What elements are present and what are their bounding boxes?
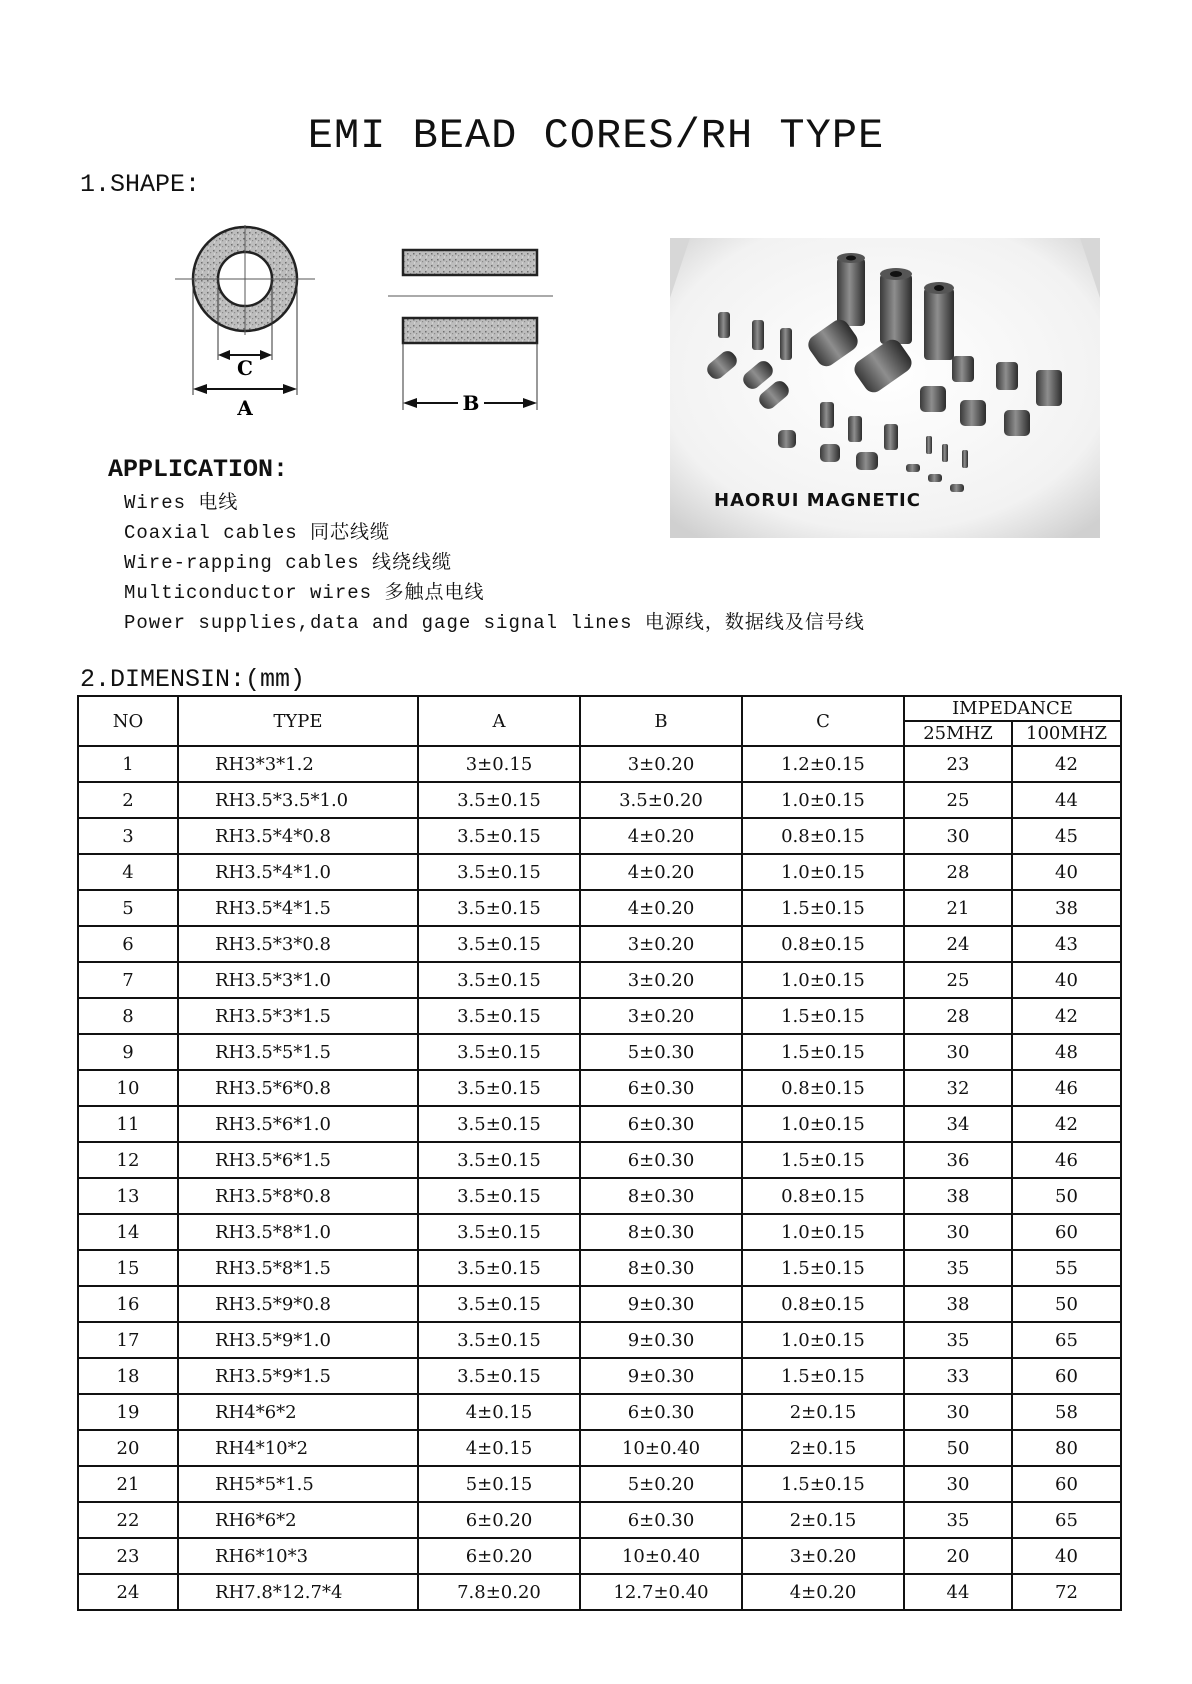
cell-b: 4±0.20 — [580, 854, 742, 890]
cell-b: 6±0.30 — [580, 1142, 742, 1178]
cell-a: 3.5±0.15 — [418, 782, 580, 818]
cell-c: 0.8±0.15 — [742, 926, 904, 962]
cell-impedance-100mhz: 42 — [1012, 746, 1121, 782]
dim-label-c: C — [237, 356, 253, 380]
cell-no: 20 — [78, 1430, 178, 1466]
cell-a: 3.5±0.15 — [418, 818, 580, 854]
cell-type: RH3.5*8*1.0 — [178, 1214, 418, 1250]
cell-a: 3.5±0.15 — [418, 962, 580, 998]
cell-no: 17 — [78, 1322, 178, 1358]
side-section-view-drawing — [388, 240, 553, 430]
cell-impedance-100mhz: 58 — [1012, 1394, 1121, 1430]
dim-label-b: B — [462, 391, 480, 415]
cell-impedance-25mhz: 30 — [904, 1394, 1012, 1430]
col-header-100mhz: 100MHZ — [1012, 721, 1121, 746]
cell-a: 5±0.15 — [418, 1466, 580, 1502]
cell-type: RH3.5*8*0.8 — [178, 1178, 418, 1214]
cell-c: 1.5±0.15 — [742, 1466, 904, 1502]
cell-impedance-100mhz: 40 — [1012, 854, 1121, 890]
table-row — [78, 1214, 1121, 1250]
cell-no: 19 — [78, 1394, 178, 1430]
table-row — [78, 1466, 1121, 1502]
cell-b: 10±0.40 — [580, 1538, 742, 1574]
cell-c: 3±0.20 — [742, 1538, 904, 1574]
cell-no: 24 — [78, 1574, 178, 1610]
cell-type: RH4*10*2 — [178, 1430, 418, 1466]
cell-b: 3±0.20 — [580, 962, 742, 998]
cell-type: RH6*10*3 — [178, 1538, 418, 1574]
cell-impedance-100mhz: 42 — [1012, 1106, 1121, 1142]
cell-type: RH3.5*4*1.0 — [178, 854, 418, 890]
cell-impedance-25mhz: 28 — [904, 854, 1012, 890]
side-wall-top — [403, 250, 537, 275]
cell-impedance-25mhz: 28 — [904, 998, 1012, 1034]
table-row — [78, 854, 1121, 890]
cell-impedance-25mhz: 44 — [904, 1574, 1012, 1610]
cell-b: 3±0.20 — [580, 998, 742, 1034]
col-header-c: C — [742, 696, 904, 746]
application-item: Coaxial cables 同芯线缆 — [124, 522, 391, 544]
cell-b: 6±0.30 — [580, 1394, 742, 1430]
dimension-table — [77, 695, 1122, 1611]
ring-front-view-drawing — [170, 225, 320, 435]
cell-impedance-100mhz: 60 — [1012, 1214, 1121, 1250]
cell-no: 18 — [78, 1358, 178, 1394]
cell-impedance-25mhz: 50 — [904, 1430, 1012, 1466]
table-row — [78, 1034, 1121, 1070]
table-row — [78, 1106, 1121, 1142]
col-header-a: A — [418, 696, 580, 746]
cell-a: 3.5±0.15 — [418, 1358, 580, 1394]
cell-a: 4±0.15 — [418, 1430, 580, 1466]
cell-a: 6±0.20 — [418, 1502, 580, 1538]
cell-c: 1.5±0.15 — [742, 998, 904, 1034]
cell-type: RH3*3*1.2 — [178, 746, 418, 782]
cell-impedance-25mhz: 30 — [904, 818, 1012, 854]
cell-a: 3±0.15 — [418, 746, 580, 782]
table-row — [78, 1250, 1121, 1286]
cell-c: 1.0±0.15 — [742, 782, 904, 818]
cell-b: 3±0.20 — [580, 926, 742, 962]
cell-b: 4±0.20 — [580, 890, 742, 926]
cell-c: 1.0±0.15 — [742, 1322, 904, 1358]
cell-no: 22 — [78, 1502, 178, 1538]
cell-c: 1.0±0.15 — [742, 854, 904, 890]
table-row — [78, 1358, 1121, 1394]
cell-c: 4±0.20 — [742, 1574, 904, 1610]
table-row — [78, 890, 1121, 926]
table-row — [78, 998, 1121, 1034]
cell-c: 1.5±0.15 — [742, 890, 904, 926]
cell-no: 12 — [78, 1142, 178, 1178]
cell-c: 1.2±0.15 — [742, 746, 904, 782]
col-header-no: NO — [78, 696, 178, 746]
cell-c: 2±0.15 — [742, 1394, 904, 1430]
cell-no: 23 — [78, 1538, 178, 1574]
cell-impedance-25mhz: 38 — [904, 1178, 1012, 1214]
cell-impedance-25mhz: 35 — [904, 1250, 1012, 1286]
cell-b: 9±0.30 — [580, 1286, 742, 1322]
col-header-25mhz: 25MHZ — [904, 721, 1012, 746]
cell-b: 6±0.30 — [580, 1502, 742, 1538]
page-title: EMI BEAD CORES/RH TYPE — [307, 112, 885, 160]
cell-a: 3.5±0.15 — [418, 926, 580, 962]
cell-no: 2 — [78, 782, 178, 818]
cell-impedance-25mhz: 36 — [904, 1142, 1012, 1178]
table-row — [78, 926, 1121, 962]
cell-no: 6 — [78, 926, 178, 962]
cell-no: 3 — [78, 818, 178, 854]
cell-b: 12.7±0.40 — [580, 1574, 742, 1610]
cell-type: RH3.5*6*1.5 — [178, 1142, 418, 1178]
cell-type: RH4*6*2 — [178, 1394, 418, 1430]
cell-b: 9±0.30 — [580, 1358, 742, 1394]
cell-no: 5 — [78, 890, 178, 926]
cell-impedance-100mhz: 44 — [1012, 782, 1121, 818]
col-header-b: B — [580, 696, 742, 746]
cell-impedance-25mhz: 25 — [904, 782, 1012, 818]
cell-impedance-25mhz: 20 — [904, 1538, 1012, 1574]
cell-impedance-25mhz: 23 — [904, 746, 1012, 782]
cell-impedance-100mhz: 50 — [1012, 1286, 1121, 1322]
cell-no: 15 — [78, 1250, 178, 1286]
col-header-impedance: IMPEDANCE — [904, 696, 1121, 721]
cell-a: 3.5±0.15 — [418, 854, 580, 890]
application-item: Wire-rapping cables 线绕线缆 — [124, 552, 453, 574]
cell-c: 2±0.15 — [742, 1430, 904, 1466]
table-row — [78, 1538, 1121, 1574]
cell-type: RH3.5*3.5*1.0 — [178, 782, 418, 818]
cell-impedance-25mhz: 30 — [904, 1466, 1012, 1502]
cell-no: 16 — [78, 1286, 178, 1322]
cell-impedance-100mhz: 42 — [1012, 998, 1121, 1034]
cell-c: 0.8±0.15 — [742, 818, 904, 854]
photo-caption: HAORUI MAGNETIC — [714, 490, 921, 511]
cell-c: 1.5±0.15 — [742, 1358, 904, 1394]
cell-a: 3.5±0.15 — [418, 1286, 580, 1322]
dimension-heading: 2.DIMENSIN:(mm) — [80, 665, 306, 694]
cell-b: 3.5±0.20 — [580, 782, 742, 818]
cell-c: 0.8±0.15 — [742, 1178, 904, 1214]
cell-impedance-25mhz: 30 — [904, 1214, 1012, 1250]
dim-label-a: A — [237, 396, 253, 420]
application-heading: APPLICATION: — [108, 455, 289, 484]
cell-impedance-100mhz: 45 — [1012, 818, 1121, 854]
cell-b: 10±0.40 — [580, 1430, 742, 1466]
cell-no: 21 — [78, 1466, 178, 1502]
cell-impedance-100mhz: 40 — [1012, 962, 1121, 998]
cell-c: 1.0±0.15 — [742, 962, 904, 998]
cell-a: 3.5±0.15 — [418, 890, 580, 926]
cell-type: RH3.5*8*1.5 — [178, 1250, 418, 1286]
cell-a: 3.5±0.15 — [418, 1070, 580, 1106]
table-row — [78, 1070, 1121, 1106]
table-row — [78, 1178, 1121, 1214]
cell-b: 9±0.30 — [580, 1322, 742, 1358]
cell-type: RH3.5*5*1.5 — [178, 1034, 418, 1070]
cell-c: 0.8±0.15 — [742, 1286, 904, 1322]
cell-type: RH3.5*9*1.0 — [178, 1322, 418, 1358]
table-row — [78, 818, 1121, 854]
cell-impedance-100mhz: 38 — [1012, 890, 1121, 926]
cell-type: RH7.8*12.7*4 — [178, 1574, 418, 1610]
cell-a: 6±0.20 — [418, 1538, 580, 1574]
cell-b: 4±0.20 — [580, 818, 742, 854]
table-row — [78, 1394, 1121, 1430]
cell-a: 3.5±0.15 — [418, 1214, 580, 1250]
cell-a: 3.5±0.15 — [418, 1034, 580, 1070]
cell-type: RH3.5*6*0.8 — [178, 1070, 418, 1106]
cell-impedance-25mhz: 38 — [904, 1286, 1012, 1322]
cell-type: RH6*6*2 — [178, 1502, 418, 1538]
cell-type: RH3.5*3*1.0 — [178, 962, 418, 998]
cell-impedance-25mhz: 21 — [904, 890, 1012, 926]
cell-a: 3.5±0.15 — [418, 1142, 580, 1178]
cell-b: 8±0.30 — [580, 1214, 742, 1250]
table-row — [78, 1286, 1121, 1322]
cell-type: RH3.5*9*1.5 — [178, 1358, 418, 1394]
cell-a: 3.5±0.15 — [418, 1178, 580, 1214]
cell-impedance-100mhz: 40 — [1012, 1538, 1121, 1574]
dimension-table-body — [78, 746, 1121, 1610]
cell-no: 13 — [78, 1178, 178, 1214]
table-row — [78, 1430, 1121, 1466]
cell-type: RH3.5*4*0.8 — [178, 818, 418, 854]
application-item: Power supplies,data and gage signal lines 电源线，数据线及信号线 — [124, 612, 865, 634]
shape-heading: 1.SHAPE: — [80, 170, 201, 199]
cell-no: 14 — [78, 1214, 178, 1250]
cell-impedance-25mhz: 35 — [904, 1322, 1012, 1358]
table-row — [78, 1322, 1121, 1358]
cell-impedance-100mhz: 48 — [1012, 1034, 1121, 1070]
application-item: Wires 电线 — [124, 492, 239, 514]
cell-impedance-100mhz: 65 — [1012, 1322, 1121, 1358]
cell-impedance-100mhz: 46 — [1012, 1070, 1121, 1106]
table-row — [78, 1142, 1121, 1178]
cell-a: 3.5±0.15 — [418, 1250, 580, 1286]
cell-no: 10 — [78, 1070, 178, 1106]
cell-a: 4±0.15 — [418, 1394, 580, 1430]
cell-impedance-100mhz: 46 — [1012, 1142, 1121, 1178]
cell-impedance-100mhz: 60 — [1012, 1358, 1121, 1394]
cell-impedance-25mhz: 30 — [904, 1034, 1012, 1070]
cell-a: 7.8±0.20 — [418, 1574, 580, 1610]
cell-c: 1.0±0.15 — [742, 1214, 904, 1250]
cell-impedance-25mhz: 35 — [904, 1502, 1012, 1538]
cell-no: 7 — [78, 962, 178, 998]
application-item: Multiconductor wires 多触点电线 — [124, 582, 485, 604]
application-list — [124, 488, 865, 638]
cell-b: 5±0.30 — [580, 1034, 742, 1070]
cell-a: 3.5±0.15 — [418, 998, 580, 1034]
cell-b: 3±0.20 — [580, 746, 742, 782]
cell-impedance-25mhz: 32 — [904, 1070, 1012, 1106]
cell-no: 9 — [78, 1034, 178, 1070]
cell-b: 5±0.20 — [580, 1466, 742, 1502]
cell-impedance-100mhz: 80 — [1012, 1430, 1121, 1466]
cell-a: 3.5±0.15 — [418, 1322, 580, 1358]
cell-c: 1.5±0.15 — [742, 1250, 904, 1286]
cell-type: RH3.5*3*0.8 — [178, 926, 418, 962]
cell-type: RH3.5*3*1.5 — [178, 998, 418, 1034]
cell-type: RH3.5*9*0.8 — [178, 1286, 418, 1322]
cell-impedance-100mhz: 72 — [1012, 1574, 1121, 1610]
cell-impedance-100mhz: 60 — [1012, 1466, 1121, 1502]
table-row — [78, 1502, 1121, 1538]
cell-no: 4 — [78, 854, 178, 890]
cell-type: RH5*5*1.5 — [178, 1466, 418, 1502]
col-header-type: TYPE — [178, 696, 418, 746]
cell-impedance-25mhz: 25 — [904, 962, 1012, 998]
cell-type: RH3.5*4*1.5 — [178, 890, 418, 926]
cell-b: 8±0.30 — [580, 1250, 742, 1286]
cell-impedance-100mhz: 55 — [1012, 1250, 1121, 1286]
cell-b: 6±0.30 — [580, 1106, 742, 1142]
table-row — [78, 962, 1121, 998]
cell-no: 1 — [78, 746, 178, 782]
cell-impedance-25mhz: 34 — [904, 1106, 1012, 1142]
cell-c: 2±0.15 — [742, 1502, 904, 1538]
table-row — [78, 746, 1121, 782]
cell-impedance-100mhz: 65 — [1012, 1502, 1121, 1538]
cell-b: 6±0.30 — [580, 1070, 742, 1106]
cell-impedance-100mhz: 43 — [1012, 926, 1121, 962]
cell-b: 8±0.30 — [580, 1178, 742, 1214]
cell-type: RH3.5*6*1.0 — [178, 1106, 418, 1142]
table-row — [78, 782, 1121, 818]
table-row — [78, 1574, 1121, 1610]
side-wall-bottom — [403, 318, 537, 343]
cell-c: 0.8±0.15 — [742, 1070, 904, 1106]
cell-a: 3.5±0.15 — [418, 1106, 580, 1142]
cell-no: 8 — [78, 998, 178, 1034]
cell-impedance-100mhz: 50 — [1012, 1178, 1121, 1214]
cell-c: 1.5±0.15 — [742, 1034, 904, 1070]
cell-impedance-25mhz: 24 — [904, 926, 1012, 962]
cell-no: 11 — [78, 1106, 178, 1142]
cell-impedance-25mhz: 33 — [904, 1358, 1012, 1394]
cell-c: 1.0±0.15 — [742, 1106, 904, 1142]
cell-c: 1.5±0.15 — [742, 1142, 904, 1178]
